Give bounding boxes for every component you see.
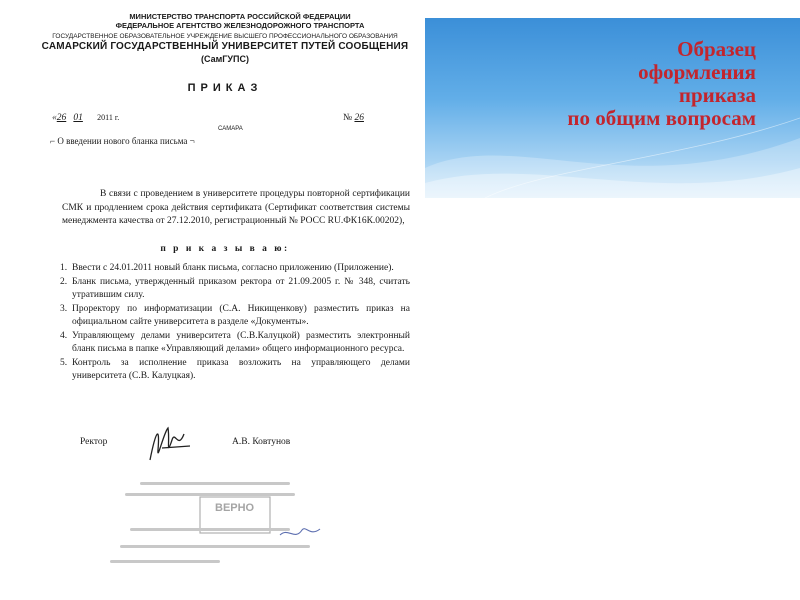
date-day: 26: [56, 113, 67, 123]
faded-text-line: [120, 545, 310, 548]
header-university: САМАРСКИЙ ГОСУДАРСТВЕННЫЙ УНИВЕРСИТЕТ ПУТЕЙ СООБЩЕНИЯ: [41, 41, 409, 52]
date-year: 2011 г.: [97, 113, 120, 122]
order-item: 5. Контроль за исполнение приказа возложить на управляющего делами университета (С.В. Калуцкая).: [60, 357, 410, 381]
header-abbr: (СамГУПС): [201, 54, 249, 64]
header-ministry: МИНИСТЕРСТВО ТРАНСПОРТА РОССИЙСКОЙ ФЕДЕРАЦИИ: [129, 12, 351, 21]
order-number: [343, 113, 364, 123]
order-item: 3. Проректору по информатизации (С.А. Никищенкову) разместить приказ на официальном сайте университета в разделе «Документы».: [60, 303, 410, 327]
faded-stamp: [130, 475, 330, 570]
slide-title-line: по общим вопросам: [567, 106, 756, 130]
order-item: 4. Управляющему делами университета (С.В.Калуцкой) разместить электронный бланк письма в папке «Управляющий делами» общего информационного ресурса.: [60, 330, 410, 354]
order-date: [52, 113, 119, 123]
faded-text-line: [140, 482, 290, 485]
slide-title-line: приказа: [678, 83, 756, 107]
number-label: №: [343, 113, 353, 123]
slide-title-line: Образец: [677, 37, 756, 61]
order-preamble: В связи с проведением в университете процедуры повторной сертификации СМК и продлением срока действия сертификата (Сертификат соответствия системы менеджмента качества от 27.12.2010, регистрационный № РОСС RU.ФК16К.00202),: [62, 189, 410, 226]
stamp-text: ВЕРНО: [215, 502, 255, 514]
order-city: САМАРА: [218, 126, 243, 132]
signer-role: Ректор: [80, 437, 108, 447]
date-prefix: «: [52, 113, 57, 123]
scanned-order-document: [30, 0, 420, 600]
faded-text-line: [125, 493, 295, 496]
slide-title-line: оформления: [638, 60, 756, 84]
rector-signature: [142, 420, 212, 470]
order-word: п р и к а з ы в а ю:: [160, 244, 290, 254]
faded-text-line: [130, 528, 290, 531]
order-item: 1. Ввести с 24.01.2011 новый бланк письма, согласно приложению (Приложение).: [60, 263, 394, 273]
title-panel: [425, 18, 800, 198]
slide-title: [567, 38, 756, 130]
signer-name: А.В. Ковтунов: [232, 437, 291, 447]
date-month: 01: [73, 113, 83, 123]
order-subject: ⌐ О введении нового бланка письма ¬: [50, 136, 195, 146]
order-items: [60, 262, 410, 384]
header-institution-type: ГОСУДАРСТВЕННОЕ ОБРАЗОВАТЕЛЬНОЕ УЧРЕЖДЕНИЕ ВЫСШЕГО ПРОФЕССИОНАЛЬНОГО ОБРАЗОВАНИЯ: [52, 33, 398, 40]
header-agency: ФЕДЕРАЛЬНОЕ АГЕНТСТВО ЖЕЛЕЗНОДОРОЖНОГО ТРАНСПОРТА: [115, 21, 365, 30]
number-value: 26: [354, 113, 364, 123]
document-title: ПРИКАЗ: [187, 82, 263, 94]
faded-text-line: [110, 560, 220, 563]
order-item: 2. Бланк письма, утвержденный приказом ректора от 21.09.2005 г. № 348, считать утратившим силу.: [60, 276, 410, 300]
